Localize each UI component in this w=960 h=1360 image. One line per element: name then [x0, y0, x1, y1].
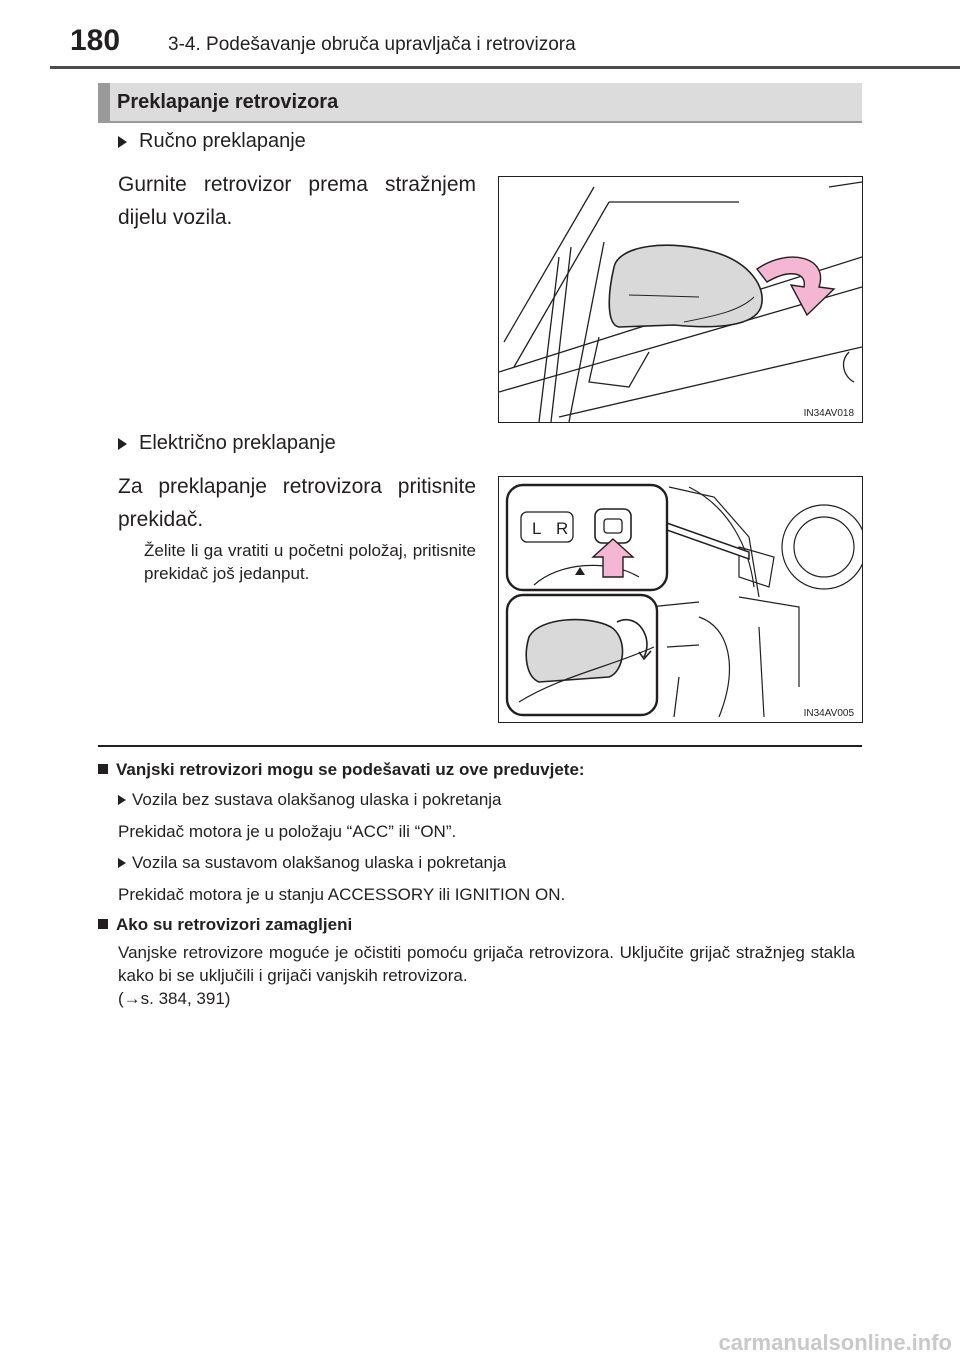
condition-text: Prekidač motora je u stanju ACCESSORY ili IGNITION ON.	[118, 885, 566, 904]
foggy-text	[118, 941, 855, 1010]
switch-illustration	[499, 477, 862, 722]
chapter-title: 3-4. Podešavanje obruča upravljača i retrovizora	[168, 34, 576, 55]
figure-code: IN34AV018	[803, 408, 854, 419]
square-bullet-icon	[98, 764, 108, 774]
mirror-housing-icon	[609, 245, 762, 327]
conditions-heading	[98, 760, 585, 780]
triangle-bullet-icon	[118, 795, 126, 805]
manual-heading	[118, 130, 306, 153]
condition-label	[118, 853, 506, 873]
square-bullet-icon	[98, 919, 108, 929]
folded-mirror-icon	[526, 620, 622, 682]
triangle-bullet-icon	[118, 136, 127, 148]
figure-code: IN34AV005	[803, 708, 854, 719]
condition-text: Prekidač motora je u položaju “ACC” ili “ON”.	[118, 822, 457, 841]
section-title: Preklapanje retrovizora	[117, 91, 339, 113]
header-rule	[50, 66, 960, 69]
electric-fold-figure	[498, 476, 863, 723]
electric-note: Želite li ga vratiti u početni položaj, pritisnite prekidač još jedanput.	[144, 541, 476, 583]
condition-label-text: Vozila sa sustavom olakšanog ulaska i pokretanja	[132, 853, 507, 872]
conditions-heading-text: Vanjski retrovizori mogu se podešavati uz ove preduvjete:	[116, 760, 585, 779]
electric-heading	[118, 432, 336, 455]
foggy-heading	[98, 915, 352, 935]
manual-fold-figure	[498, 176, 863, 423]
triangle-bullet-icon	[118, 858, 126, 868]
electric-text: Za preklapanje retrovizora pritisnite prekidač.	[118, 475, 476, 531]
switch-left-label: L	[532, 519, 542, 538]
page-number: 180	[70, 24, 121, 57]
manual-heading-label: Ručno preklapanje	[139, 130, 306, 152]
switch-right-label: R	[556, 519, 569, 538]
foggy-heading-text: Ako su retrovizori zamagljeni	[116, 915, 353, 934]
foggy-body: Vanjske retrovizore moguće je očistiti pomoću grijača retrovizora. Uključite grijač stražnjeg stakla kako bi se uključili i grijači vanjskih retrovizora.	[118, 943, 855, 985]
manual-text: Gurnite retrovizor prema stražnjem dijelu vozila.	[118, 173, 476, 229]
retract-switch-icon	[595, 509, 631, 543]
mirror-manual-illustration	[499, 177, 862, 422]
condition-label	[118, 790, 502, 810]
section-header	[98, 83, 862, 123]
watermark: carmanualsonline.info	[718, 1330, 952, 1355]
electric-heading-label: Električno preklapanje	[139, 432, 336, 454]
condition-label-text: Vozila bez sustava olakšanog ulaska i pokretanja	[132, 790, 502, 809]
triangle-bullet-icon	[118, 438, 127, 450]
page-reference: (→s. 384, 391)	[118, 989, 231, 1008]
section-accent	[98, 83, 110, 121]
section-divider	[98, 745, 862, 747]
